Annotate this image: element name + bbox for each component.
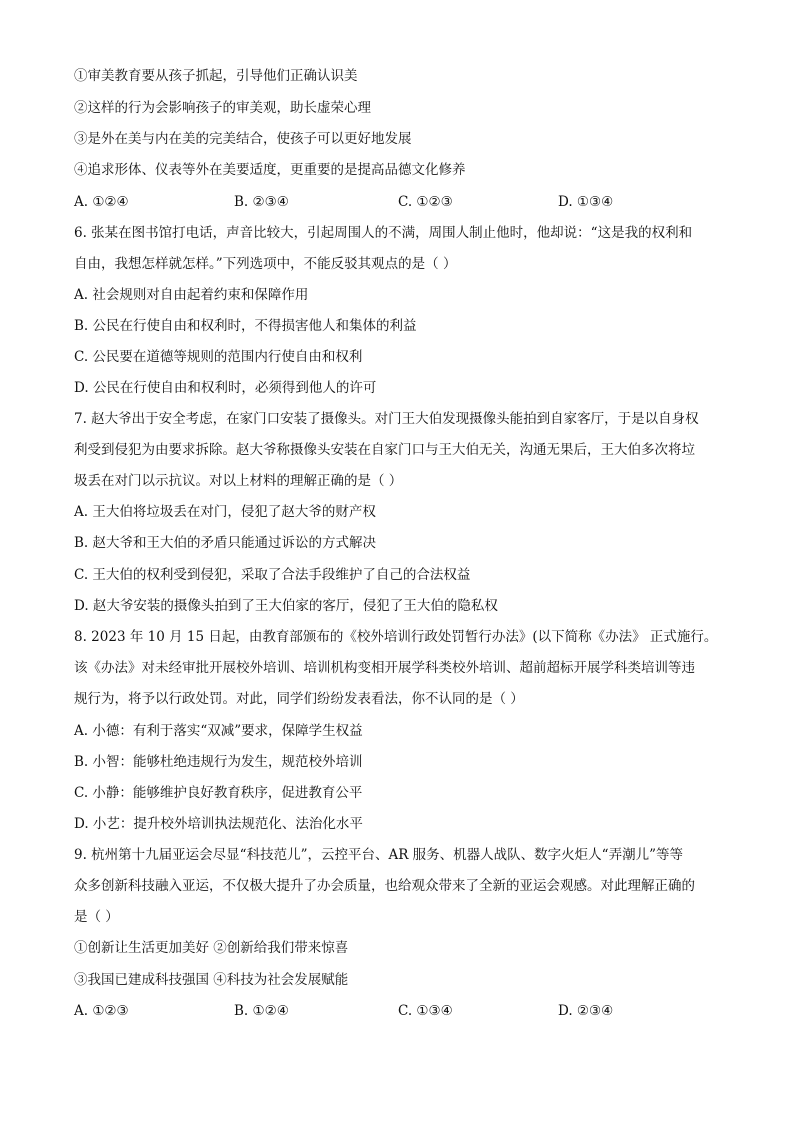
q7-stem-line-3: 圾丢在对门以示抗议。对以上材料的理解正确的是（ ） (74, 473, 403, 489)
q9-options (74, 1001, 734, 1021)
q7-stem-line-1: 7. 赵大爷出于安全考虑，在家门口安装了摄像头。对门王大伯发现摄像头能拍到自家客厅，于是以自身权 (74, 411, 699, 427)
q8-option-a: A. 小德：有利于落实“双减”要求，保障学生权益 (74, 723, 363, 739)
q9-stem-line-2: 众多创新科技融入亚运，不仅极大提升了办会质量，也给观众带来了全新的亚运会观感。对此理解正确的 (74, 878, 695, 894)
q6-stem-line-2: 自由，我想怎样就怎样。”下列选项中，不能反驳其观点的是（ ） (74, 256, 457, 272)
q6-stem-line-1: 6. 张某在图书馆打电话，声音比较大，引起周围人的不满，周围人制止他时，他却说：“这是我的权利和 (74, 225, 693, 241)
q8-option-b: B. 小智：能够杜绝违规行为发生，规范校外培训 (74, 754, 363, 770)
q9-statements-3-4: ③我国已建成科技强国 ④科技为社会发展赋能 (74, 972, 349, 988)
q6-option-d: D. 公民在行使自由和权利时，必须得到他人的许可 (74, 380, 377, 396)
q7-option-b: B. 赵大爷和王大伯的矛盾只能通过诉讼的方式解决 (74, 535, 377, 551)
q8-stem-line-3: 规行为，将予以行政处罚。对此，同学们纷纷发表看法，你不认同的是（ ） (74, 691, 524, 707)
q6-option-a: A. 社会规则对自由起着约束和保障作用 (74, 287, 309, 303)
q5-option-b: B. ②③④ (234, 194, 289, 210)
q9-option-c: C. ①③④ (398, 1003, 453, 1019)
q8-option-c: C. 小静：能够维护良好教育秩序，促进教育公平 (74, 785, 363, 801)
q7-option-a: A. 王大伯将垃圾丢在对门，侵犯了赵大爷的财产权 (74, 504, 376, 520)
q5-option-c: C. ①②③ (398, 194, 453, 210)
q6-option-c: C. 公民要在道德等规则的范围内行使自由和权利 (74, 349, 363, 365)
q9-stem-line-1: 9. 杭州第十九届亚运会尽显“科技范儿”，云控平台、AR 服务、机器人战队、数字火炬人“弄潮儿”等等 (74, 847, 683, 863)
q9-stem-line-3: 是（ ） (74, 909, 119, 925)
q9-option-b: B. ①②④ (234, 1003, 289, 1019)
q7-stem-line-2: 利受到侵犯为由要求拆除。赵大爷称摄像头安装在自家门口与王大伯无关，沟通无果后，王大伯多次将垃 (74, 442, 695, 458)
q7-option-d: D. 赵大爷安装的摄像头拍到了王大伯家的客厅，侵犯了王大伯的隐私权 (74, 598, 498, 614)
q6-option-b: B. 公民在行使自由和权利时，不得损害他人和集体的利益 (74, 318, 417, 334)
q9-option-a: A. ①②③ (74, 1003, 129, 1019)
q9-statements-1-2: ①创新让生活更加美好 ②创新给我们带来惊喜 (74, 940, 349, 956)
q8-option-d: D. 小艺：提升校外培训执法规范化、法治化水平 (74, 816, 363, 832)
q5-statement-1: ①审美教育要从孩子抓起，引导他们正确认识美 (74, 68, 358, 84)
q5-option-d: D. ①③④ (558, 194, 614, 210)
q8-stem-line-2: 该《办法》对未经审批开展校外培训、培训机构变相开展学科类校外培训、超前超标开展学科类培训等违 (74, 660, 695, 676)
q9-option-d: D. ②③④ (558, 1003, 614, 1019)
q5-statement-2: ②这样的行为会影响孩子的审美观，助长虚荣心理 (74, 100, 371, 116)
q5-statement-3: ③是外在美与内在美的完美结合，使孩子可以更好地发展 (74, 131, 412, 147)
q7-option-c: C. 王大伯的权利受到侵犯，采取了合法手段维护了自己的合法权益 (74, 567, 471, 583)
q5-options (74, 192, 734, 212)
q5-option-a: A. ①②④ (74, 194, 129, 210)
q8-stem-line-1: 8. 2023 年 10 月 15 日起，由教育部颁布的《校外培训行政处罚暂行办法》(以下简称《办法》 正式施行。 (74, 629, 718, 645)
q5-statement-4: ④追求形体、仪表等外在美要适度，更重要的是提高品德文化修养 (74, 162, 466, 178)
